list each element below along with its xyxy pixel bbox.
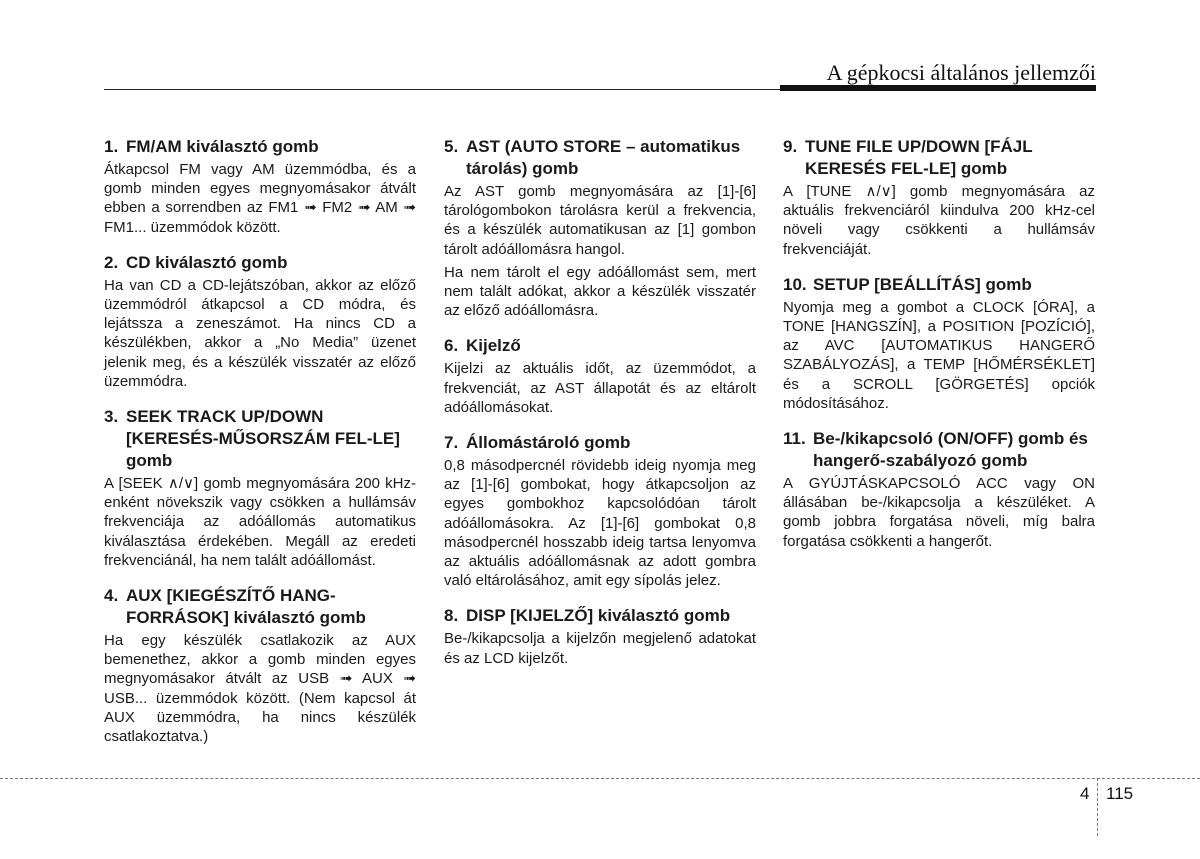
section-heading-text: Kijelző	[466, 336, 521, 356]
section-body-text: Átkapcsol FM vagy AM üzemmódba, és a gomb minden egyes megnyomásakor átvált ebben a sorrendben az FM1 ➟ FM2 ➟ AM ➟ FM1... üzemmódok között.	[104, 161, 416, 236]
section-body-text: Be-/kikapcsolja a kijelzőn megjelenő adatokat és az LCD kijelzőt.	[444, 630, 756, 667]
section-heading	[783, 428, 1095, 472]
section-body-text: Kijelzi az aktuális időt, az üzemmódot, a frekvenciát, az AST állapotát és az eltárolt adóállomásokat.	[444, 360, 756, 416]
chapter-number: 4	[1080, 784, 1090, 803]
section-number: 5.	[444, 137, 459, 156]
section-heading-text: SETUP [BEÁLLÍTÁS] gomb	[813, 274, 1032, 294]
manual-section	[444, 136, 756, 320]
section-number: 6.	[444, 336, 459, 356]
manual-section	[444, 605, 756, 667]
manual-section	[104, 136, 416, 237]
text-column-3	[783, 136, 1095, 566]
section-heading-text: Be-/kikapcsoló (ON/OFF) gomb és hangerő-szabályozó gomb	[813, 429, 1088, 471]
footer-vertical-divider	[1097, 778, 1098, 836]
section-heading-text: AST (AUTO STORE – automatikus tárolás) gomb	[466, 137, 741, 178]
section-number: 9.	[783, 137, 798, 156]
section-heading	[444, 136, 756, 180]
text-column-2	[444, 136, 756, 683]
section-body-text: Nyomja meg a gombot a CLOCK [ÓRA], a TONE [HANGSZÍN], a POSITION [POZÍCIÓ], az AVC [AUTOMATIKUS HANGERŐ SZABÁLYOZÁS], a TEMP [HŐMÉRSÉKLET] és a SCROLL [GÖRGETÉS] opciók módosításához.	[783, 298, 1095, 412]
section-number: 8.	[444, 606, 459, 626]
section-number: 11.	[783, 429, 806, 449]
section-number: 4.	[104, 586, 119, 606]
manual-section	[444, 432, 756, 590]
section-heading	[104, 585, 416, 629]
section-number: 7.	[444, 433, 459, 453]
section-heading	[104, 252, 416, 274]
section-heading	[444, 432, 756, 454]
section-heading	[104, 136, 416, 158]
manual-section	[104, 406, 416, 570]
manual-section	[783, 274, 1095, 413]
manual-section	[104, 585, 416, 746]
manual-section	[104, 252, 416, 391]
section-heading-text: AUX [KIEGÉSZÍTŐ HANG-FORRÁSOK] kiválasztó gomb	[126, 586, 366, 628]
section-number: 1.	[104, 137, 119, 156]
section-body-text: Az AST gomb megnyomására az [1]-[6] tárológombokon tárolásra kerül a frekvencia, és a készülék automatikusan az [1] gombon tárolt adóállomásra hangol.	[444, 183, 756, 258]
section-heading-text: CD kiválasztó gomb	[126, 252, 288, 272]
section-body-text: Ha egy készülék csatlakozik az AUX bemenethez, akkor a gomb minden egyes megnyomásakor átvált az USB ➟ AUX ➟ USB... üzemmódok között. (Nem kapcsol át AUX üzemmódra, ha nincs készülék csatlakoztatva.)	[104, 632, 416, 746]
page-header-title: A gépkocsi általános jellemzői	[826, 60, 1096, 85]
manual-section	[783, 428, 1095, 551]
section-number: 3.	[104, 407, 119, 427]
page-number: 115	[1106, 784, 1134, 803]
section-number: 10.	[783, 274, 807, 294]
section-body-text: 0,8 másodpercnél rövidebb ideig nyomja meg az [1]-[6] gombokat, hogy átkapcsoljon az egyes gombokhoz kapcsolódóan tárolt adóállomásokra. Az [1]-[6] gombokat 0,8 másodpercnél hosszabb ideig tartsa lenyomva az aktuális adóállomásnak az adott gombra való eltárolásához, amit egy sípolás jelez.	[444, 457, 756, 590]
manual-section	[783, 136, 1095, 259]
section-heading-text: FM/AM kiválasztó gomb	[126, 137, 319, 156]
section-heading-text: SEEK TRACK UP/DOWN [KERESÉS-MŰSORSZÁM FEL-LE] gomb	[126, 407, 400, 471]
section-heading-text: DISP [KIJELZŐ] kiválasztó gomb	[466, 606, 731, 626]
section-heading	[444, 335, 756, 357]
section-body-text: A [TUNE ∧/∨] gomb megnyomására az aktuális frekvenciáról kiindulva 200 kHz-cel növeli vagy csökkenti a hullámsáv frekvenciáját.	[783, 183, 1095, 258]
text-column-1	[104, 136, 416, 761]
manual-section	[444, 335, 756, 417]
header-rule-accent	[780, 85, 1096, 91]
section-body-text: A GYÚJTÁSKAPCSOLÓ ACC vagy ON állásában be-/kikapcsolja a készüléket. A gomb jobbra forgatása növeli, míg balra forgatása csökkenti a hangerőt.	[783, 475, 1095, 550]
section-heading	[783, 274, 1095, 296]
footer-dashed-rule	[0, 778, 1200, 779]
section-heading-text: Állomástároló gomb	[466, 433, 631, 453]
section-heading	[783, 136, 1095, 180]
section-body-text: Ha van CD a CD-lejátszóban, akkor az előző üzemmódról átkapcsol a CD módra, és lejátssza a zeneszámot. Ha nincs CD a készülékben, akkor a „No Media” üzenet jelenik meg, és a készülék visszatér az előző üzemmódra.	[104, 276, 416, 390]
section-heading	[444, 605, 756, 627]
section-heading-text: TUNE FILE UP/DOWN [FÁJL KERESÉS FEL-LE] gomb	[805, 137, 1033, 178]
section-body-text: A [SEEK ∧/∨] gomb megnyomására 200 kHz-enként növekszik vagy csökken a hullámsáv frekvenciája az adóállomás automatikus kiválasztása érdekében. Megáll az eredeti frekvenciánál, ha nem talált adóállomást.	[104, 475, 416, 569]
section-heading	[104, 406, 416, 472]
section-number: 2.	[104, 252, 119, 272]
section-body-text: Ha nem tárolt el egy adóállomást sem, mert nem talált adókat, akkor a készülék visszatér az előző adóállomásra.	[444, 263, 756, 320]
